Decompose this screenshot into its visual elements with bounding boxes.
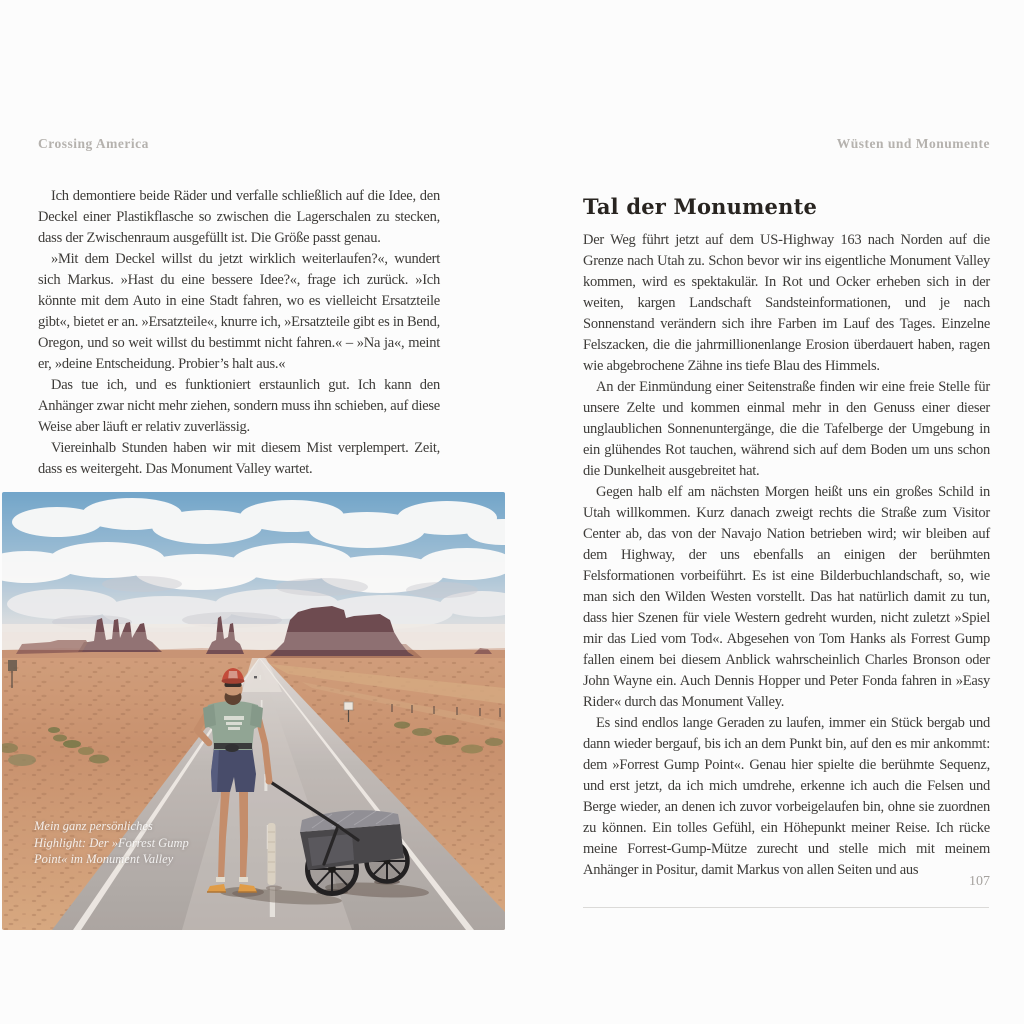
section-title: Tal der Monumente <box>583 194 818 220</box>
paragraph: Das tue ich, und es funktioniert erstaunlich gut. Ich kann den Anhänger zwar nicht mehr ziehen, sondern muss ihn schieben, auf diese Weise aber läuft er relativ zuverlässig. <box>38 377 440 435</box>
footer-rule <box>583 907 989 908</box>
paragraph: Viereinhalb Stunden haben wir mit diesem Mist verplempert. Zeit, dass es weitergeht. Das Monument Valley wartet. <box>38 440 440 477</box>
paragraph: Es sind endlos lange Geraden zu laufen, immer ein Stück bergab und dann wieder bergauf, bis ich an dem Punkt bin, auf den es mir ankommt: dem »Forrest Gump Point«. Genau hier spielte die berühmte Sequenz, und erst jetzt, da ich mich umdrehe, erkenne ich auch die Felsen und Berge wieder, an denen ich zuvor vorbeigelaufen bin, ohne sie zuordnen zu können. Ein tolles Gefühl, ein Höhepunkt meiner Reise. Ich rücke meine Forrest-Gump-Mütze zurecht und stelle mich mit meinem Anhänger in Positur, damit Markus von allen Seiten und aus <box>583 715 990 878</box>
paragraph: Ich demontiere beide Räder und verfalle schließlich auf die Idee, den Deckel einer Plastikflasche so zwischen die Lagerschalen zu stecken, dass der Zwischenraum ausgefüllt ist. Die Größe passt genau. <box>38 188 440 246</box>
paragraph: Der Weg führt jetzt auf dem US-Highway 163 nach Norden auf die Grenze nach Utah zu. Schon bevor wir ins eigentliche Monument Valley kommen, wird es spektakulär. In Rot und Ocker erheben sich in der weiten, kargen Landschaft Sandsteinformationen, und je nach Sonnenstand verändern sich ihre Farben im Lauf des Tages. Einzelne Felszacken, die die jahrmillionenlange Erosion überdauert haben, ragen wie abgebrochene Zähne ins tiefe Blau des Himmels. <box>583 232 990 374</box>
caption-line: Highlight: Der »Forrest Gump <box>34 835 189 850</box>
caption-line: Point« im Monument Valley <box>34 852 174 866</box>
running-header-right: Wüsten und Monumente <box>836 136 990 151</box>
right-page-text <box>583 230 990 881</box>
paragraph: »Mit dem Deckel willst du jetzt wirklich weiterlaufen?«, wundert sich Markus. »Hast du eine bessere Idee?«, frage ich zurück. »Ich könnte mit dem Auto in eine Stadt fahren, wo es vielleicht Ersatzteile gibt«, bietet er an. »Ersatzteile«, knurre ich, »Ersatzteile gibt es in Bend, Oregon, und so weit willst du bestimmt nicht fahren.« – »Na ja«, meint er, »deine Entscheidung. Probier’s halt aus.« <box>38 251 440 372</box>
monument-valley-photo <box>2 492 505 930</box>
photo-caption <box>34 818 224 868</box>
running-header-left: Crossing America <box>38 136 149 151</box>
left-page-text <box>38 186 440 480</box>
paragraph: Gegen halb elf am nächsten Morgen heißt uns ein großes Schild in Utah willkommen. Kurz danach zweigt rechts die Straße zum Visitor Center ab, das von der Navajo Nation betrieben wird; wir bleiben auf dem Highway, der uns ebenfalls an einigen der berühmten Felsformationen vorbeiführt. Es ist eine Bilderbuchlandschaft, so, wie man sich den Wilden Westen vorstellt. Das hat natürlich damit zu tun, dass hier Szenen für viele Western gedreht wurden, nicht zuletzt »Spiel mir das Lied vom Tod«. Abgesehen von Tom Hanks als Forrest Gump fallen einem bei diesem Anblick wahrscheinlich Charles Bronson oder John Wayne ein. Auch Dennis Hopper und Peter Fonda fahren in »Easy Rider« durch das Monument Valley. <box>583 484 990 710</box>
page-number: 107 <box>969 874 990 889</box>
paragraph: An der Einmündung einer Seitenstraße finden wir eine freie Stelle für unsere Zelte und kommen einmal mehr in den Genuss einer dieser unglaublichen Sonnenuntergänge, die die Tafelberge der Umgebung in ein glühendes Rot tauchen, während sich auf dem Boden um uns schon die Dunkelheit ausgebreitet hat. <box>583 379 990 479</box>
caption-line: Mein ganz persönliches <box>34 819 153 833</box>
